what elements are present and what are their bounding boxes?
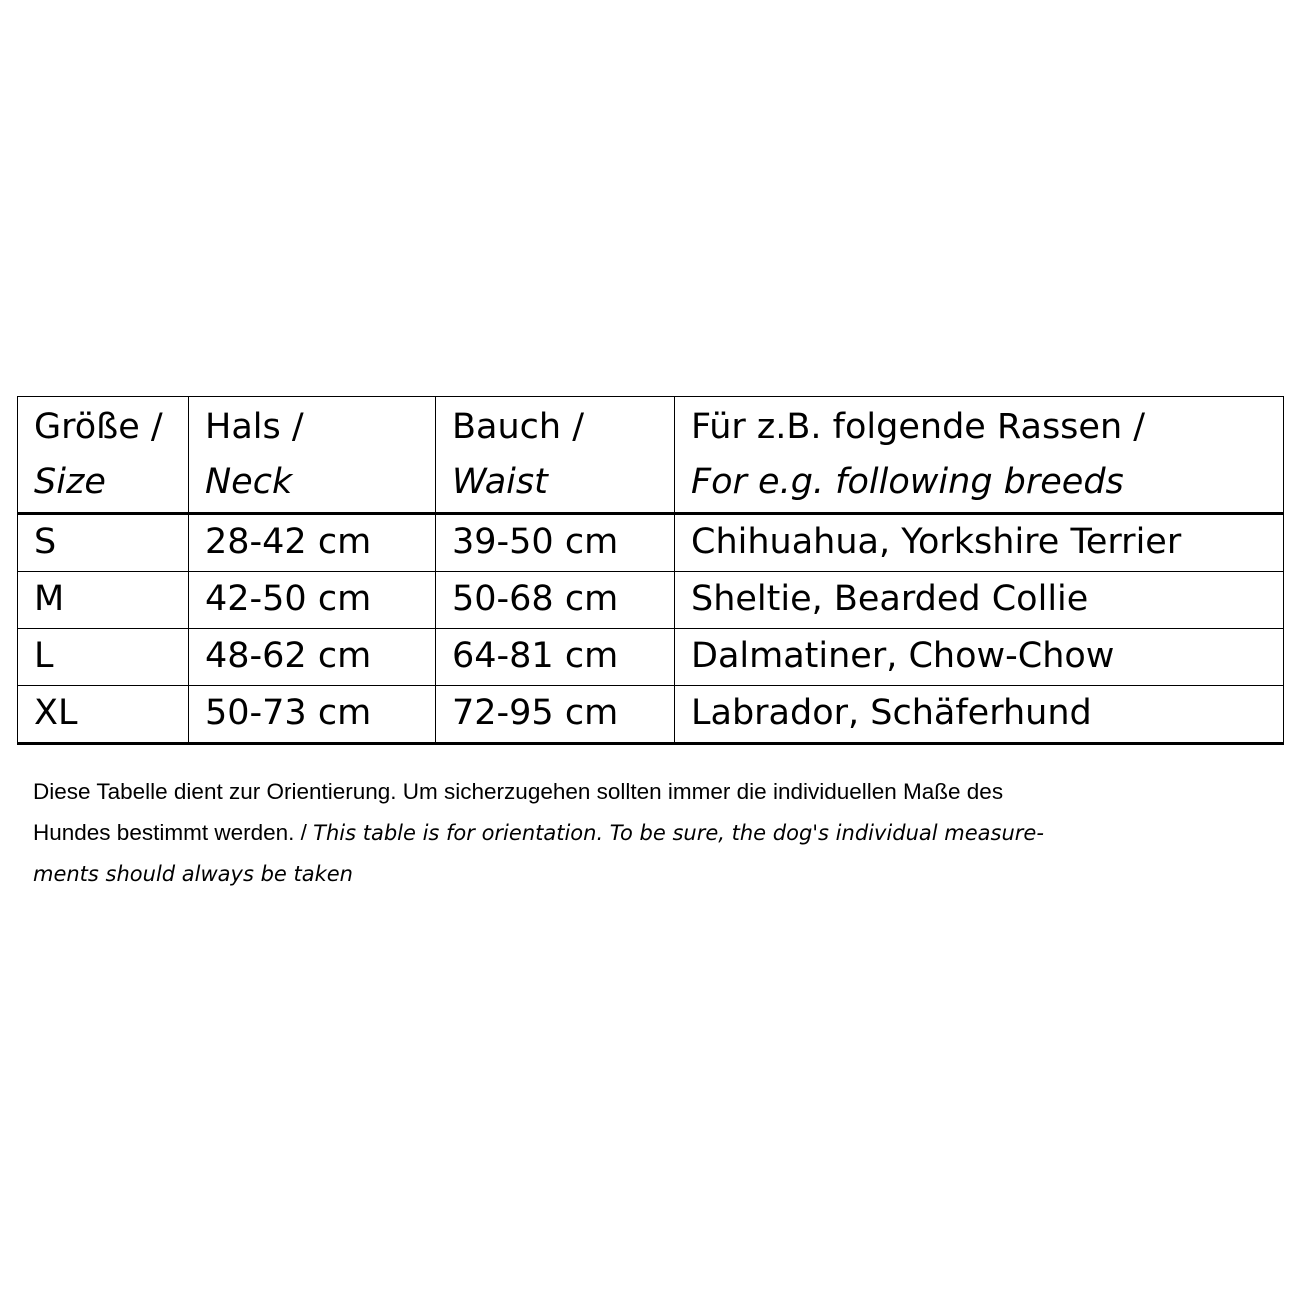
header-size (18, 397, 189, 514)
header-size-en: Size (34, 462, 106, 502)
cell-waist: 72-95 cm (436, 686, 675, 744)
cell-size: L (18, 629, 189, 686)
cell-size: S (18, 514, 189, 572)
note-line-2 (33, 812, 1273, 854)
header-breeds-en: For e.g. following breeds (691, 462, 1124, 502)
table-row (18, 514, 1284, 572)
cell-size: M (18, 572, 189, 629)
cell-neck: 50-73 cm (189, 686, 436, 744)
cell-breeds: Dalmatiner, Chow-Chow (675, 629, 1284, 686)
note-en-text: This table is for orientation. To be sure, the dog's individual measure- (313, 821, 1044, 845)
header-neck-de: Hals / (205, 407, 304, 447)
header-size-de: Größe / (34, 407, 163, 447)
note-line-1: Diese Tabelle dient zur Orientierung. Um sicherzugehen sollten immer die individuellen Maße des (33, 779, 1004, 804)
table-body (18, 514, 1284, 744)
cell-breeds: Sheltie, Bearded Collie (675, 572, 1284, 629)
header-row (18, 397, 1284, 514)
table-header (18, 397, 1284, 514)
cell-neck: 48-62 cm (189, 629, 436, 686)
table-row (18, 572, 1284, 629)
cell-waist: 50-68 cm (436, 572, 675, 629)
orientation-note (33, 771, 1273, 895)
note-de-text: Hundes bestimmt werden. / (33, 820, 314, 845)
cell-waist: 39-50 cm (436, 514, 675, 572)
cell-waist: 64-81 cm (436, 629, 675, 686)
table-row (18, 686, 1284, 744)
header-breeds-de: Für z.B. folgende Rassen / (691, 407, 1146, 447)
cell-breeds: Chihuahua, Yorkshire Terrier (675, 514, 1284, 572)
header-breeds (675, 397, 1284, 514)
header-waist (436, 397, 675, 514)
cell-size: XL (18, 686, 189, 744)
header-neck-en: Neck (205, 462, 293, 502)
cell-neck: 42-50 cm (189, 572, 436, 629)
header-neck (189, 397, 436, 514)
header-waist-de: Bauch / (452, 407, 584, 447)
cell-breeds: Labrador, Schäferhund (675, 686, 1284, 744)
table-row (18, 629, 1284, 686)
size-chart-table (17, 396, 1284, 745)
cell-neck: 28-42 cm (189, 514, 436, 572)
note-line-3: ments should always be taken (33, 862, 353, 886)
header-waist-en: Waist (452, 462, 548, 502)
